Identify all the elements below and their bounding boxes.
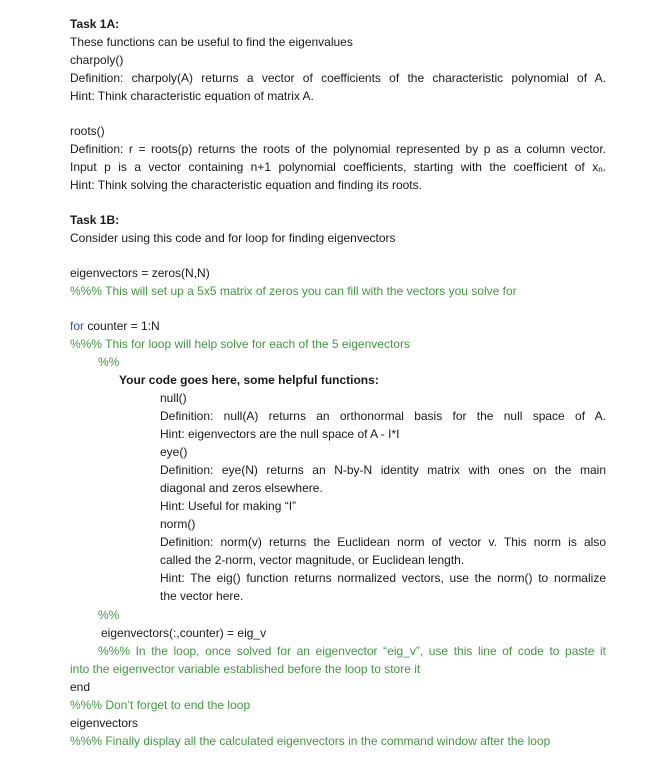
norm-definition-line-1: Definition: norm(v) returns the Euclidean norm of vector v. This norm is also	[160, 535, 606, 549]
eye-definition-line-1: Definition: eye(N) returns an N-by-N identity matrix with ones on the main	[160, 463, 606, 477]
roots-name: roots()	[70, 124, 105, 138]
eye-definition-line-2: diagonal and zeros elsewhere.	[160, 481, 323, 495]
roots-hint: Hint: Think solving the characteristic equation and finding its roots.	[70, 178, 422, 192]
norm-definition-line-2: called the 2-norm, vector magnitude, or Euclidean length.	[160, 553, 465, 567]
roots-input-text: Input p is a vector containing n+1 polynomial coefficients, starting with the coefficient of x	[70, 160, 599, 174]
cell-mark-close: %%	[98, 608, 120, 622]
for-keyword: for	[70, 319, 85, 333]
charpoly-hint: Hint: Think characteristic equation of matrix A.	[70, 89, 314, 103]
assign-comment-line-2: into the eigenvector variable established before the loop to store it	[70, 662, 421, 676]
null-name: null()	[160, 391, 187, 405]
norm-hint-line-2: the vector here.	[160, 589, 244, 603]
task-1a-intro: These functions can be useful to find the eigenvalues	[70, 35, 353, 49]
zeros-comment: %%% This will set up a 5x5 matrix of zeros you can fill with the vectors you solve for	[70, 284, 517, 298]
end-comment: %%% Don’t forget to end the loop	[70, 698, 251, 712]
end-code-line: end	[70, 680, 91, 694]
code-heading: Your code goes here, some helpful functions:	[119, 373, 379, 387]
task-1b-heading: Task 1B:	[70, 213, 120, 227]
null-definition: Definition: null(A) returns an orthonormal basis for the null space of A.	[160, 409, 606, 423]
norm-hint-line-1: Hint: The eig() function returns normalized vectors, use the norm() to normalize	[160, 571, 606, 585]
charpoly-name: charpoly()	[70, 53, 124, 67]
task-1a-heading: Task 1A:	[70, 17, 120, 31]
charpoly-definition: Definition: charpoly(A) returns a vector of coefficients of the characteristic polynomial of A.	[70, 71, 606, 85]
zeros-code-line: eigenvectors = zeros(N,N)	[70, 266, 210, 280]
task-1b-intro: Consider using this code and for loop for finding eigenvectors	[70, 231, 396, 245]
roots-input-end: .	[602, 160, 606, 174]
assign-code-line: eigenvectors(:,counter) = eig_v	[101, 626, 267, 640]
roots-input-subscript: n	[598, 165, 603, 174]
for-range: counter = 1:N	[84, 319, 160, 333]
null-hint: Hint: eigenvectors are the null space of A - I*I	[160, 427, 400, 441]
roots-definition: Definition: r = roots(p) returns the roots of the polynomial represented by p as a column vector.	[70, 142, 606, 156]
cell-mark-open: %%	[98, 355, 120, 369]
for-code-line	[70, 317, 160, 335]
eye-name: eye()	[160, 445, 188, 459]
for-comment: %%% This for loop will help solve for each of the 5 eigenvectors	[70, 337, 410, 351]
display-code-line: eigenvectors	[70, 716, 139, 730]
norm-name: norm()	[160, 517, 196, 531]
assign-comment-line-1: %%% In the loop, once solved for an eigenvector “eig_v”, use this line of code to paste it	[98, 644, 606, 658]
display-comment: %%% Finally display all the calculated eigenvectors in the command window after the loop	[70, 734, 551, 748]
eye-hint: Hint: Useful for making “I”	[160, 499, 297, 513]
